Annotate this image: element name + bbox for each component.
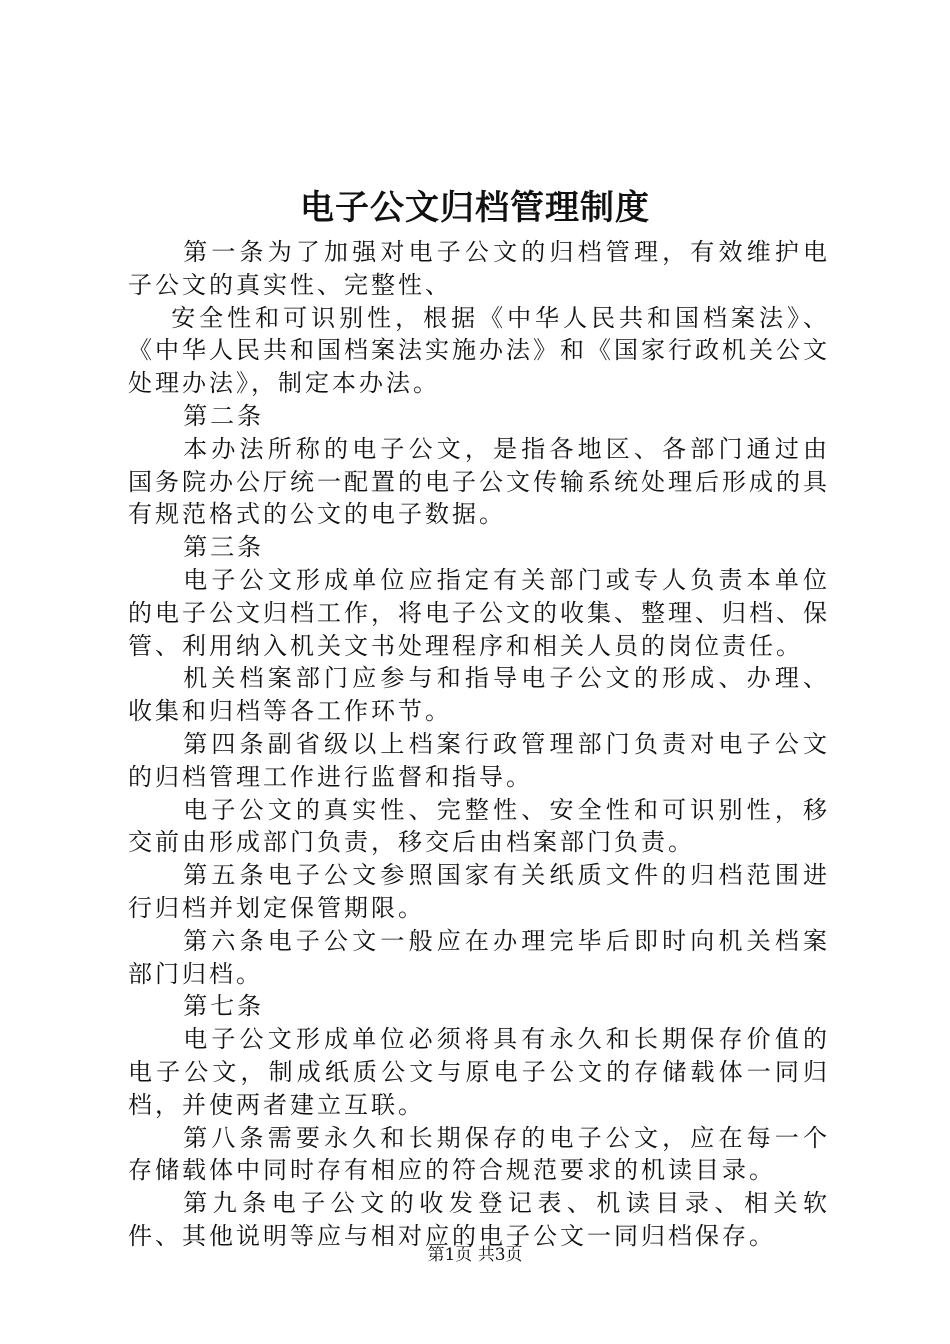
document-paragraph: 电子公文的真实性、完整性、安全性和可识别性，移交前由形成部门负责，移交后由档案部门负责。 <box>128 795 830 857</box>
document-paragraph: 第三条 <box>183 533 265 562</box>
document-paragraph: 第六条电子公文一般应在办理完毕后即时向机关档案部门归档。 <box>128 926 830 988</box>
document-paragraph: 机关档案部门应参与和指导电子公文的形成、办理、收集和归档等各工作环节。 <box>128 664 830 726</box>
document-paragraph: 第五条电子公文参照国家有关纸质文件的归档范围进行归档并划定保管期限。 <box>128 861 830 922</box>
document-title: 电子公文归档管理制度 <box>300 188 650 228</box>
document-paragraph: 第八条需要永久和长期保存的电子公文，应在每一个存储载体中同时存有相应的符合规范要求的机读目录。 <box>128 1123 830 1185</box>
document-paragraph: 第九条电子公文的收发登记表、机读目录、相关软件、其他说明等应与相对应的电子公文一同归档保存。 <box>128 1189 830 1250</box>
page-footer: 第1页 共3页 <box>427 1245 523 1265</box>
document-paragraph: 第四条副省级以上档案行政管理部门负责对电子公文的归档管理工作进行监督和指导。 <box>128 729 830 791</box>
document-paragraph: 第一条为了加强对电子公文的归档管理，有效维护电子公文的真实性、完整性、 <box>128 238 830 299</box>
document-paragraph: 安全性和可识别性，根据《中华人民共和国档案法》、《中华人民共和国档案法实施办法》和《国家行政机关公文处理办法》，制定本办法。 <box>128 303 830 398</box>
document-paragraph: 本办法所称的电子公文，是指各地区、各部门通过由国务院办公厅统一配置的电子公文传输系统处理后形成的具有规范格式的公文的电子数据。 <box>128 434 830 529</box>
document-paragraph: 第七条 <box>183 992 265 1021</box>
document-paragraph: 第二条 <box>183 401 265 430</box>
document-body <box>128 236 830 1253</box>
document-paragraph: 电子公文形成单位应指定有关部门或专人负责本单位的电子公文归档工作，将电子公文的收集、整理、归档、保管、利用纳入机关文书处理程序和相关人员的岗位责任。 <box>128 565 830 660</box>
document-paragraph: 电子公文形成单位必须将具有永久和长期保存价值的电子公文，制成纸质公文与原电子公文的存储载体一同归档，并使两者建立互联。 <box>128 1025 830 1119</box>
